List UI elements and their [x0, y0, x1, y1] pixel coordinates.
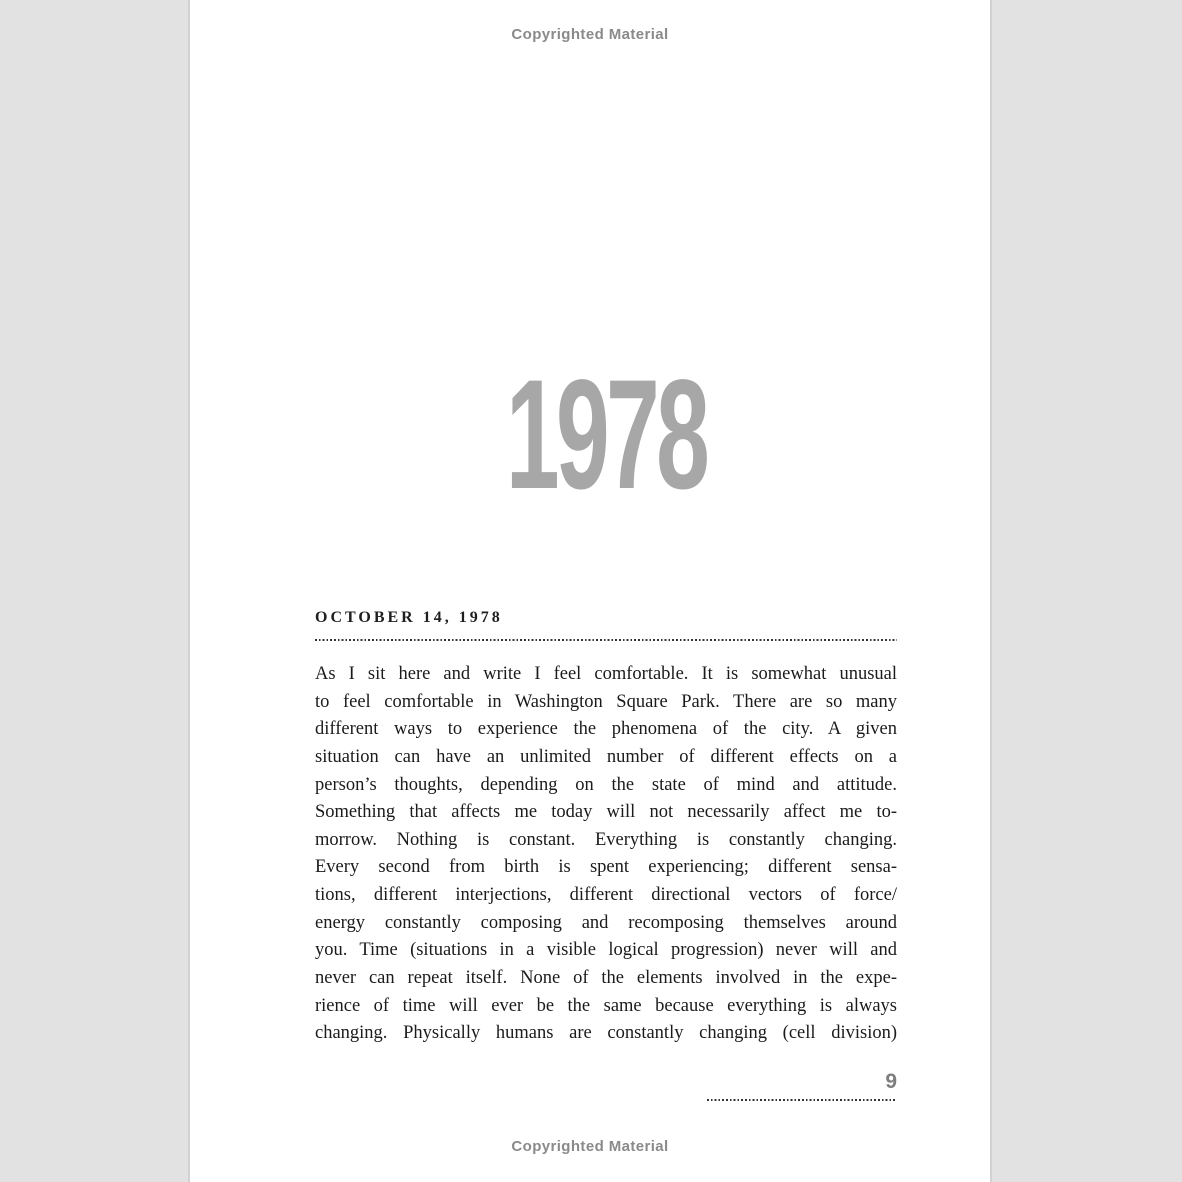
body-line: situation can have an unlimited number of different effects on a — [315, 746, 897, 767]
body-line: person’s thoughts, depending on the state of mind and attitude. — [315, 774, 897, 795]
chapter-year-heading: 1978 — [505, 348, 707, 522]
body-line: rience of time will ever be the same because everything is always — [315, 995, 897, 1016]
body-line: to feel comfortable in Washington Square Park. There are so many — [315, 691, 897, 712]
left-margin-strip — [0, 0, 190, 1182]
body-line: morrow. Nothing is constant. Everything is constantly changing. — [315, 829, 897, 850]
body-line: you. Time (situations in a visible logical progression) never will and — [315, 940, 897, 961]
page-number: 9 — [885, 1070, 897, 1093]
body-line: tions, different interjections, different directional vectors of force/ — [315, 885, 897, 906]
body-line: Every second from birth is spent experiencing; different sensa- — [315, 857, 897, 878]
entry-date-heading: OCTOBER 14, 1978 — [315, 609, 503, 626]
body-line: As I sit here and write I feel comfortable. It is somewhat unusual — [315, 664, 897, 684]
book-page — [190, 0, 990, 1182]
entry-body-text — [315, 661, 897, 1048]
body-line: Something that affects me today will not necessarily affect me to- — [315, 802, 897, 823]
dotted-rule-top — [315, 639, 897, 641]
right-margin-strip — [990, 0, 1182, 1182]
body-line: changing. Physically humans are constantly changing (cell division) — [315, 1023, 897, 1044]
copyright-notice-bottom: Copyrighted Material — [511, 1138, 669, 1155]
copyright-notice-top: Copyrighted Material — [511, 26, 669, 43]
body-line: different ways to experience the phenomena of the city. A given — [315, 719, 897, 740]
body-line: energy constantly composing and recomposing themselves around — [315, 912, 897, 933]
body-line: never can repeat itself. None of the elements involved in the expe- — [315, 968, 897, 989]
dotted-rule-bottom — [707, 1099, 897, 1101]
